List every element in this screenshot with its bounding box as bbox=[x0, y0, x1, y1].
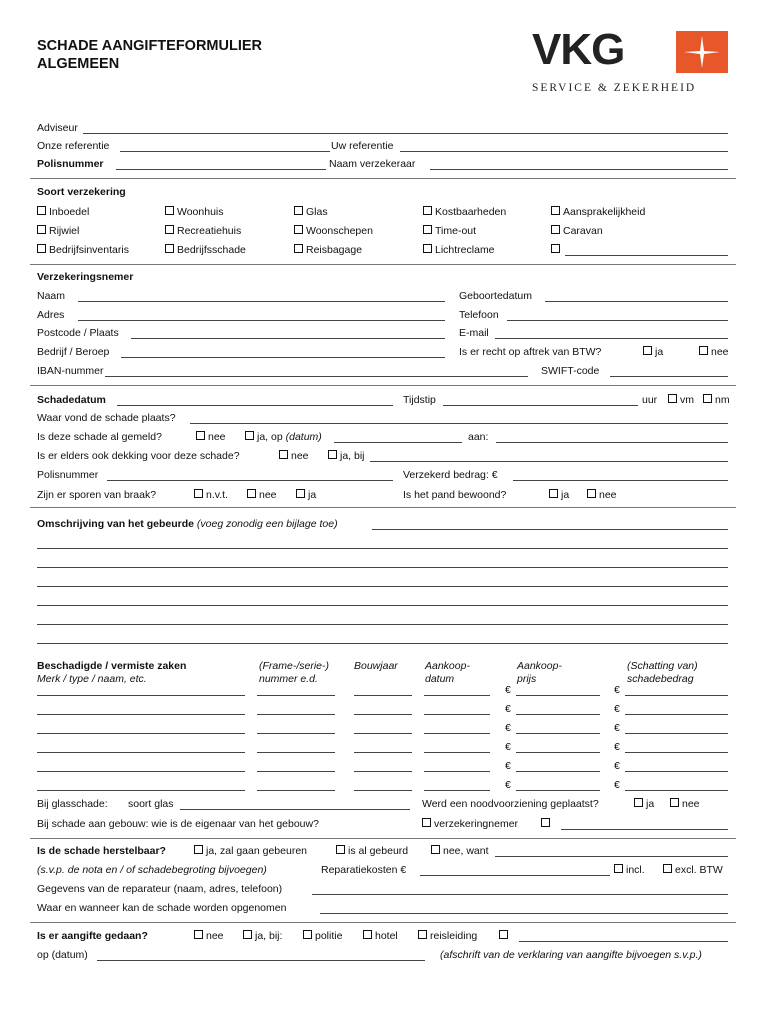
tijdstip-label: Tijdstip bbox=[403, 394, 436, 406]
zaken-col2-heading-b: nummer e.d. bbox=[259, 673, 318, 685]
btw-question: Is er recht op aftrek van BTW? bbox=[459, 346, 602, 358]
zaken-col1-heading: Beschadigde / vermiste zaken bbox=[37, 660, 187, 672]
nood-nee-checkbox[interactable] bbox=[670, 798, 700, 810]
checkbox-icon bbox=[663, 864, 672, 873]
elders-question: Is er elders ook dekking voor deze schade? bbox=[37, 450, 240, 462]
euro-sign: € bbox=[614, 722, 620, 734]
omschrijving-line[interactable] bbox=[37, 567, 728, 568]
logo-text: VKG bbox=[532, 25, 625, 74]
checkbox-icon bbox=[247, 489, 256, 498]
gebouw-other-checkbox[interactable] bbox=[541, 818, 553, 830]
checkbox-label: incl. bbox=[626, 864, 645, 876]
checkbox-label: nee bbox=[682, 798, 700, 810]
checkbox-label: Caravan bbox=[563, 225, 603, 237]
verzekeringsnemer-heading: Verzekeringsnemer bbox=[37, 271, 134, 283]
btw-nee-checkbox[interactable] bbox=[699, 346, 729, 358]
reisleiding-checkbox[interactable] bbox=[418, 930, 477, 942]
zaken-cell-field[interactable] bbox=[354, 790, 412, 791]
checkbox-icon bbox=[194, 489, 203, 498]
soort-glas-label: soort glas bbox=[128, 798, 174, 810]
aangifte-other-field[interactable] bbox=[519, 941, 728, 942]
zaken-cell-field[interactable] bbox=[354, 752, 412, 753]
soort-checkbox[interactable] bbox=[294, 206, 328, 218]
aangifte-datum-field[interactable] bbox=[97, 960, 425, 961]
euro-sign: € bbox=[505, 760, 511, 772]
euro-sign: € bbox=[505, 722, 511, 734]
datum-hint: (datum) bbox=[285, 431, 322, 443]
zaken-amount-field[interactable] bbox=[516, 790, 600, 791]
checkbox-icon bbox=[194, 930, 203, 939]
checkbox-label: is al gebeurd bbox=[348, 845, 409, 857]
checkbox-icon bbox=[634, 798, 643, 807]
iban-field[interactable] bbox=[105, 376, 528, 377]
form-title-line1: SCHADE AANGIFTEFORMULIER bbox=[37, 38, 263, 54]
euro-sign: € bbox=[614, 779, 620, 791]
soort-checkbox[interactable] bbox=[551, 206, 645, 218]
checkbox-icon bbox=[541, 818, 550, 827]
soort-checkbox[interactable] bbox=[37, 244, 129, 256]
zaken-col1-sub: Merk / type / naam, etc. bbox=[37, 673, 147, 685]
omschrijving-title: Omschrijving van het gebeurde bbox=[37, 518, 194, 530]
checkbox-icon bbox=[703, 394, 712, 403]
omschrijving-note: (voeg zonodig een bijlage toe) bbox=[196, 518, 338, 530]
checkbox-label: nee bbox=[291, 450, 309, 462]
sporen-nvt-checkbox[interactable] bbox=[194, 489, 228, 501]
omschrijving-field[interactable] bbox=[372, 529, 728, 530]
checkbox-label: ja bbox=[308, 489, 317, 501]
verzekerd-bedrag-label: Verzekerd bedrag: € bbox=[403, 469, 498, 481]
checkbox-label: reisleiding bbox=[430, 930, 478, 942]
checkbox-icon bbox=[499, 930, 508, 939]
opname-field[interactable] bbox=[320, 913, 728, 914]
checkbox-label: Aansprakelijkheid bbox=[563, 206, 646, 218]
zaken-amount-field[interactable] bbox=[625, 695, 728, 696]
bewoond-question: Is het pand bewoond? bbox=[403, 489, 507, 501]
checkbox-label: nee bbox=[208, 431, 226, 443]
checkbox-icon bbox=[418, 930, 427, 939]
logo-tagline: SERVICE & ZEKERHEID bbox=[532, 82, 697, 94]
zaken-cell-field[interactable] bbox=[37, 733, 245, 734]
checkbox-label: Bedrijfsinventaris bbox=[49, 244, 129, 256]
opname-label: Waar en wanneer kan de schade worden opgenomen bbox=[37, 902, 287, 914]
zaken-col6-heading-b: schadebedrag bbox=[627, 673, 694, 685]
uw-referentie-field[interactable] bbox=[400, 151, 728, 152]
soort-checkbox[interactable] bbox=[551, 244, 563, 256]
checkbox-icon bbox=[431, 845, 440, 854]
vm-checkbox[interactable] bbox=[668, 394, 694, 406]
checkbox-label: Time-out bbox=[435, 225, 477, 237]
zaken-col5-heading-b: prijs bbox=[517, 673, 537, 685]
reparatiekosten-field[interactable] bbox=[420, 875, 610, 876]
checkbox-icon bbox=[670, 798, 679, 807]
zaken-cell-field[interactable] bbox=[424, 771, 490, 772]
gemeld-question: Is deze schade al gemeld? bbox=[37, 431, 162, 443]
postcode-field[interactable] bbox=[131, 338, 445, 339]
checkbox-icon bbox=[551, 206, 560, 215]
gebouw-other-field[interactable] bbox=[561, 829, 728, 830]
checkbox-icon bbox=[294, 206, 303, 215]
checkbox-icon bbox=[422, 818, 431, 827]
zaken-amount-field[interactable] bbox=[516, 752, 600, 753]
omschrijving-line[interactable] bbox=[37, 605, 728, 606]
checkbox-icon bbox=[196, 431, 205, 440]
incl-btw-checkbox[interactable] bbox=[614, 864, 645, 876]
checkbox-label: Reisbagage bbox=[306, 244, 363, 256]
checkbox-label: ja bbox=[561, 489, 570, 501]
politie-checkbox[interactable] bbox=[303, 930, 342, 942]
swift-field[interactable] bbox=[610, 376, 728, 377]
email-field[interactable] bbox=[495, 338, 728, 339]
zaken-cell-field[interactable] bbox=[37, 790, 245, 791]
zaken-cell-field[interactable] bbox=[424, 733, 490, 734]
verzekerd-bedrag-field[interactable] bbox=[513, 480, 728, 481]
soort-other-field[interactable] bbox=[565, 255, 728, 256]
onze-referentie-field[interactable] bbox=[120, 151, 330, 152]
waar-label: Waar vond de schade plaats? bbox=[37, 412, 176, 424]
waar-field[interactable] bbox=[190, 423, 728, 424]
checkbox-icon bbox=[363, 930, 372, 939]
herstel-nee-checkbox[interactable] bbox=[431, 845, 489, 857]
checkbox-label: nee bbox=[259, 489, 277, 501]
checkbox-label: Woonhuis bbox=[177, 206, 224, 218]
herstelbaar-question: Is de schade herstelbaar? bbox=[37, 845, 166, 857]
sporen-nee-checkbox[interactable] bbox=[247, 489, 277, 501]
zaken-cell-field[interactable] bbox=[37, 714, 245, 715]
section-divider bbox=[30, 507, 736, 508]
checkbox-label: ja bbox=[646, 798, 655, 810]
zaken-cell-field[interactable] bbox=[354, 733, 412, 734]
checkbox-label: nee bbox=[206, 930, 224, 942]
polisnummer2-field[interactable] bbox=[107, 480, 393, 481]
gemeld-ja-checkbox[interactable] bbox=[245, 431, 322, 443]
zaken-col2-heading-a: (Frame-/serie-) bbox=[259, 660, 329, 672]
herstel-ja-checkbox[interactable] bbox=[194, 845, 307, 857]
zaken-cell-field[interactable] bbox=[424, 752, 490, 753]
zaken-amount-field[interactable] bbox=[625, 752, 728, 753]
zaken-cell-field[interactable] bbox=[424, 714, 490, 715]
logo-star-icon bbox=[676, 31, 728, 73]
hotel-checkbox[interactable] bbox=[363, 930, 398, 942]
euro-sign: € bbox=[505, 741, 511, 753]
aangifte-ja-checkbox[interactable] bbox=[243, 930, 282, 942]
soort-checkbox[interactable] bbox=[423, 206, 506, 218]
email-label: E-mail bbox=[459, 327, 489, 339]
zaken-col6-heading-a: (Schatting van) bbox=[627, 660, 698, 672]
section-divider bbox=[30, 385, 736, 386]
naam-label: Naam bbox=[37, 290, 66, 302]
reparateur-field[interactable] bbox=[312, 894, 728, 895]
euro-sign: € bbox=[614, 760, 620, 772]
euro-sign: € bbox=[614, 741, 620, 753]
adres-label: Adres bbox=[37, 309, 65, 321]
bewoond-ja-checkbox[interactable] bbox=[549, 489, 569, 501]
checkbox-label: vm bbox=[680, 394, 694, 406]
swift-label: SWIFT-code bbox=[541, 365, 600, 377]
form-title-line2: ALGEMEEN bbox=[37, 56, 120, 72]
euro-sign: € bbox=[614, 684, 620, 696]
tijdstip-field[interactable] bbox=[443, 405, 638, 406]
zaken-amount-field[interactable] bbox=[625, 733, 728, 734]
checkbox-icon bbox=[587, 489, 596, 498]
omschrijving-line[interactable] bbox=[37, 586, 728, 587]
geboortedatum-label: Geboortedatum bbox=[459, 290, 532, 302]
checkbox-label: nm bbox=[715, 394, 730, 406]
section-divider bbox=[30, 922, 736, 923]
adviseur-field[interactable] bbox=[83, 133, 728, 134]
checkbox-label: Bedrijfsschade bbox=[177, 244, 246, 256]
checkbox-label: politie bbox=[315, 930, 343, 942]
checkbox-icon bbox=[165, 244, 174, 253]
soort-checkbox[interactable] bbox=[37, 206, 89, 218]
checkbox-label: ja bbox=[655, 346, 664, 358]
checkbox-icon bbox=[336, 845, 345, 854]
aangifte-nee-checkbox[interactable] bbox=[194, 930, 224, 942]
zaken-amount-field[interactable] bbox=[625, 771, 728, 772]
naam-field[interactable] bbox=[78, 301, 445, 302]
sporen-ja-checkbox[interactable] bbox=[296, 489, 316, 501]
gemeld-nee-checkbox[interactable] bbox=[196, 431, 226, 443]
soort-checkbox[interactable] bbox=[165, 244, 246, 256]
checkbox-icon bbox=[279, 450, 288, 459]
nm-checkbox[interactable] bbox=[703, 394, 730, 406]
zaken-cell-field[interactable] bbox=[354, 695, 412, 696]
uw-referentie-label: Uw referentie bbox=[331, 140, 394, 152]
aan-field[interactable] bbox=[496, 442, 728, 443]
zaken-cell-field[interactable] bbox=[257, 695, 335, 696]
soort-glas-field[interactable] bbox=[180, 809, 410, 810]
sporen-question: Zijn er sporen van braak? bbox=[37, 489, 157, 501]
omschrijving-line[interactable] bbox=[37, 548, 728, 549]
gemeld-datum-field[interactable] bbox=[334, 442, 462, 443]
soort-checkbox[interactable] bbox=[423, 225, 476, 237]
checkbox-label: Recreatiehuis bbox=[177, 225, 242, 237]
zaken-amount-field[interactable] bbox=[625, 714, 728, 715]
zaken-col5-heading-a: Aankoop- bbox=[517, 660, 562, 672]
section-divider bbox=[30, 264, 736, 265]
checkbox-icon bbox=[296, 489, 305, 498]
vkg-logo bbox=[530, 25, 740, 100]
zaken-cell-field[interactable] bbox=[354, 714, 412, 715]
onze-referentie-label: Onze referentie bbox=[37, 140, 110, 152]
zaken-cell-field[interactable] bbox=[354, 771, 412, 772]
checkbox-icon bbox=[551, 244, 560, 253]
zaken-cell-field[interactable] bbox=[257, 714, 335, 715]
zaken-col4-heading-b: datum bbox=[425, 673, 455, 685]
uur-label: uur bbox=[642, 394, 658, 406]
checkbox-icon bbox=[294, 225, 303, 234]
checkbox-icon bbox=[245, 431, 254, 440]
polisnummer2-label: Polisnummer bbox=[37, 469, 99, 481]
checkbox-icon bbox=[194, 845, 203, 854]
reparatiekosten-label: Reparatiekosten € bbox=[321, 864, 407, 876]
omschrijving-heading bbox=[37, 518, 338, 530]
aangifte-datum-label: op (datum) bbox=[37, 949, 88, 961]
checkbox-icon bbox=[699, 346, 708, 355]
checkbox-icon bbox=[668, 394, 677, 403]
zaken-amount-field[interactable] bbox=[516, 695, 600, 696]
elders-ja-checkbox[interactable] bbox=[328, 450, 365, 462]
herstel-al-checkbox[interactable] bbox=[336, 845, 408, 857]
checkbox-label: Rijwiel bbox=[49, 225, 80, 237]
gebouw-question: Bij schade aan gebouw: wie is de eigenaar van het gebouw? bbox=[37, 818, 319, 830]
omschrijving-line[interactable] bbox=[37, 624, 728, 625]
zaken-cell-field[interactable] bbox=[424, 790, 490, 791]
checkbox-icon bbox=[165, 206, 174, 215]
elders-nee-checkbox[interactable] bbox=[279, 450, 309, 462]
schadedatum-label: Schadedatum bbox=[37, 394, 106, 406]
soort-checkbox[interactable] bbox=[165, 206, 224, 218]
iban-label: IBAN-nummer bbox=[37, 365, 104, 377]
soort-checkbox[interactable] bbox=[165, 225, 241, 237]
zaken-cell-field[interactable] bbox=[257, 733, 335, 734]
nota-hint: (s.v.p. de nota en / of schadebegroting bijvoegen) bbox=[37, 864, 267, 876]
euro-sign: € bbox=[505, 703, 511, 715]
aan-label: aan: bbox=[468, 431, 489, 443]
checkbox-icon bbox=[328, 450, 337, 459]
checkbox-label: ja, bij bbox=[340, 450, 365, 462]
adres-field[interactable] bbox=[78, 320, 445, 321]
zaken-cell-field[interactable] bbox=[257, 752, 335, 753]
checkbox-label: hotel bbox=[375, 930, 398, 942]
polisnummer-field[interactable] bbox=[116, 169, 326, 170]
afschrift-hint: (afschrift van de verklaring van aangifte bijvoegen s.v.p.) bbox=[440, 949, 702, 961]
checkbox-icon bbox=[549, 489, 558, 498]
soort-checkbox[interactable] bbox=[294, 244, 362, 256]
checkbox-icon bbox=[643, 346, 652, 355]
telefoon-field[interactable] bbox=[507, 320, 728, 321]
euro-sign: € bbox=[505, 684, 511, 696]
naam-verzekeraar-field[interactable] bbox=[430, 169, 728, 170]
excl-btw-checkbox[interactable] bbox=[663, 864, 723, 876]
zaken-cell-field[interactable] bbox=[257, 790, 335, 791]
checkbox-icon bbox=[37, 206, 46, 215]
checkbox-icon bbox=[423, 244, 432, 253]
geboortedatum-field[interactable] bbox=[545, 301, 728, 302]
euro-sign: € bbox=[614, 703, 620, 715]
checkbox-label: excl. BTW bbox=[675, 864, 723, 876]
glasschade-label: Bij glasschade: bbox=[37, 798, 108, 810]
checkbox-label: ja, zal gaan gebeuren bbox=[206, 845, 307, 857]
checkbox-label: Glas bbox=[306, 206, 328, 218]
checkbox-label: ja, op bbox=[257, 431, 283, 443]
aangifte-other-checkbox[interactable] bbox=[499, 930, 511, 942]
polisnummer-label: Polisnummer bbox=[37, 158, 104, 170]
zaken-amount-field[interactable] bbox=[516, 714, 600, 715]
adviseur-label: Adviseur bbox=[37, 122, 78, 134]
euro-sign: € bbox=[505, 779, 511, 791]
checkbox-icon bbox=[37, 225, 46, 234]
checkbox-icon bbox=[551, 225, 560, 234]
section-divider bbox=[30, 838, 736, 839]
elders-field[interactable] bbox=[370, 461, 728, 462]
naam-verzekeraar-label: Naam verzekeraar bbox=[329, 158, 416, 170]
checkbox-label: nee, want bbox=[443, 845, 489, 857]
btw-ja-checkbox[interactable] bbox=[643, 346, 663, 358]
soort-checkbox[interactable] bbox=[37, 225, 79, 237]
checkbox-icon bbox=[614, 864, 623, 873]
reparateur-label: Gegevens van de reparateur (naam, adres, telefoon) bbox=[37, 883, 283, 895]
checkbox-label: n.v.t. bbox=[206, 489, 228, 501]
zaken-col3-heading: Bouwjaar bbox=[354, 660, 398, 672]
soort-checkbox[interactable] bbox=[551, 225, 603, 237]
verzekeringnemer-checkbox[interactable] bbox=[422, 818, 518, 830]
aangifte-question: Is er aangifte gedaan? bbox=[37, 930, 148, 942]
zaken-cell-field[interactable] bbox=[37, 771, 245, 772]
zaken-col4-heading-a: Aankoop- bbox=[425, 660, 470, 672]
bedrijf-field[interactable] bbox=[121, 357, 445, 358]
zaken-amount-field[interactable] bbox=[625, 790, 728, 791]
soort-verzekering-heading: Soort verzekering bbox=[37, 186, 126, 198]
schadedatum-field[interactable] bbox=[117, 405, 393, 406]
zaken-amount-field[interactable] bbox=[516, 771, 600, 772]
checkbox-icon bbox=[423, 225, 432, 234]
herstel-nee-field[interactable] bbox=[495, 856, 728, 857]
postcode-label: Postcode / Plaats bbox=[37, 327, 119, 339]
checkbox-icon bbox=[37, 244, 46, 253]
checkbox-icon bbox=[423, 206, 432, 215]
zaken-cell-field[interactable] bbox=[37, 695, 245, 696]
checkbox-label: Inboedel bbox=[49, 206, 90, 218]
soort-checkbox[interactable] bbox=[294, 225, 373, 237]
zaken-cell-field[interactable] bbox=[37, 752, 245, 753]
checkbox-label: nee bbox=[711, 346, 729, 358]
omschrijving-line[interactable] bbox=[37, 643, 728, 644]
section-divider bbox=[30, 178, 736, 179]
zaken-cell-field[interactable] bbox=[424, 695, 490, 696]
checkbox-label: Kostbaarheden bbox=[435, 206, 507, 218]
zaken-amount-field[interactable] bbox=[516, 733, 600, 734]
bedrijf-label: Bedrijf / Beroep bbox=[37, 346, 110, 358]
checkbox-icon bbox=[243, 930, 252, 939]
checkbox-icon bbox=[303, 930, 312, 939]
bewoond-nee-checkbox[interactable] bbox=[587, 489, 617, 501]
checkbox-label: Woonschepen bbox=[306, 225, 373, 237]
checkbox-icon bbox=[294, 244, 303, 253]
checkbox-label: ja, bij: bbox=[255, 930, 283, 942]
checkbox-label: nee bbox=[599, 489, 617, 501]
zaken-cell-field[interactable] bbox=[257, 771, 335, 772]
nood-ja-checkbox[interactable] bbox=[634, 798, 654, 810]
noodvoorziening-question: Werd een noodvoorziening geplaatst? bbox=[422, 798, 599, 810]
soort-checkbox[interactable] bbox=[423, 244, 495, 256]
telefoon-label: Telefoon bbox=[459, 309, 499, 321]
checkbox-icon bbox=[165, 225, 174, 234]
checkbox-label: verzekeringnemer bbox=[434, 818, 519, 830]
checkbox-label: Lichtreclame bbox=[435, 244, 495, 256]
